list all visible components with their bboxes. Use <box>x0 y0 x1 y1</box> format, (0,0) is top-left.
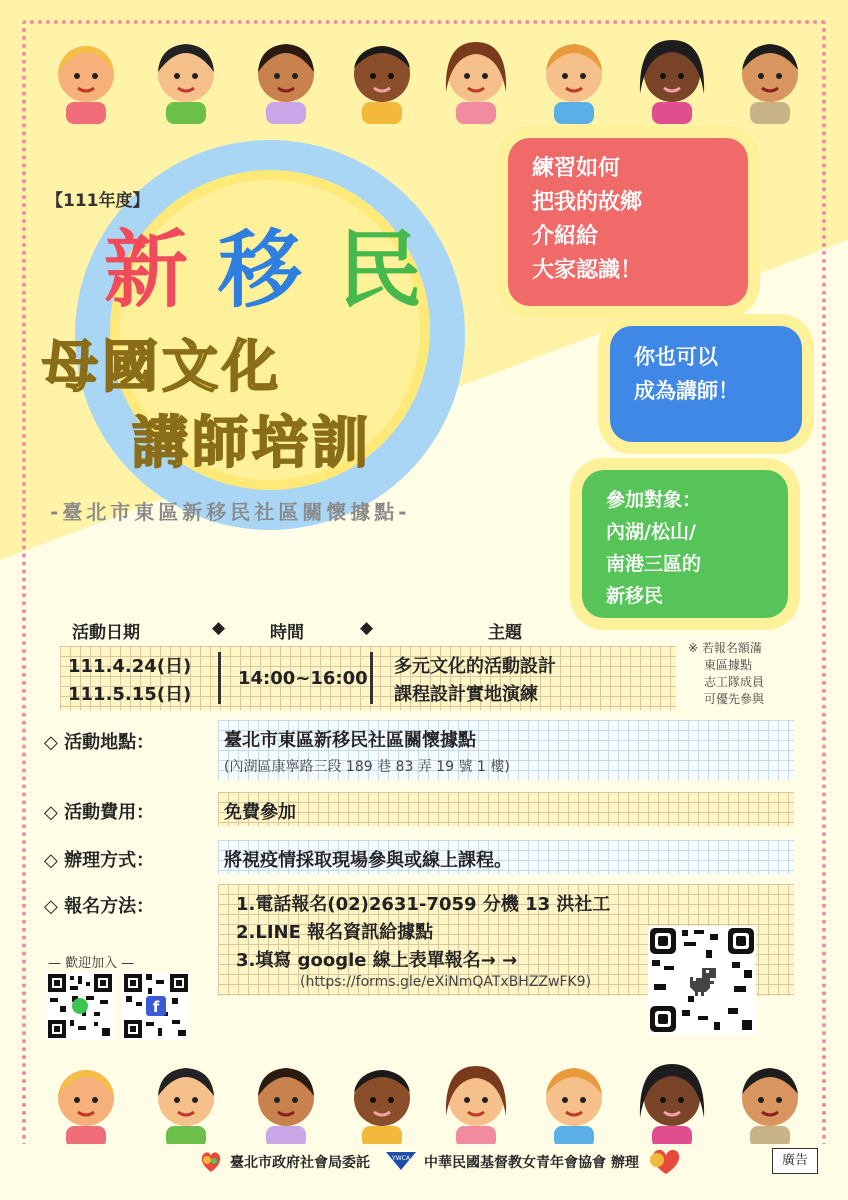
method-label: ◇ 辦理方式： <box>44 850 155 871</box>
location-label: ◇ 活動地點： <box>44 732 155 753</box>
note-line: 東區據點 <box>704 658 753 672</box>
title-char-2: 移 <box>218 221 303 319</box>
fee-label: ◇ 活動費用： <box>44 802 155 823</box>
priority-note <box>688 640 764 708</box>
schedule-table <box>60 646 676 710</box>
title-char-1: 新 <box>104 221 189 319</box>
face-icon <box>636 1056 708 1148</box>
face-icon <box>636 32 708 124</box>
schedule-topic: 多元文化的活動設計 <box>394 656 556 677</box>
speech-bubble-red <box>508 138 748 306</box>
face-icon <box>50 1056 122 1148</box>
location-address: (內湖區康寧路三段 189 巷 83 弄 19 號 1 樓) <box>224 759 510 775</box>
face-icon <box>50 32 122 124</box>
schedule-header-sep: ◆ <box>212 618 226 638</box>
commission-text: 臺北市政府社會局委託 <box>230 1155 370 1171</box>
schedule-topic: 課程設計實地演練 <box>394 684 538 705</box>
heart-logo-icon <box>198 1148 224 1174</box>
bubble-text: 成為講師！ <box>634 379 739 403</box>
google-form-qr-code[interactable] <box>648 926 756 1034</box>
subtitle-line-2: 講師培訓 <box>132 411 372 476</box>
face-icon <box>250 32 322 124</box>
note-line: 志工隊成員 <box>704 675 765 689</box>
bubble-text: 把我的故鄉 <box>532 190 643 215</box>
face-icon <box>734 1056 806 1148</box>
bubble-text: 大家認識！ <box>532 258 643 283</box>
signup-form: 3.填寫 google 線上表單報名→ → <box>236 950 518 971</box>
organization-line: -臺北市東區新移民社區關懷據點- <box>50 500 411 524</box>
schedule-time: 14:00~16:00 <box>238 668 368 689</box>
face-icon <box>346 32 418 124</box>
note-line: 可優先參與 <box>704 692 765 706</box>
face-icon <box>150 32 222 124</box>
line-icon <box>72 998 88 1014</box>
bubble-text: 你也可以 <box>634 345 718 369</box>
join-label: — 歡迎加入 — <box>48 956 135 971</box>
face-icon <box>346 1056 418 1148</box>
speech-bubble-blue <box>610 326 802 442</box>
note-line: ※ 若報名額滿 <box>688 641 762 655</box>
svg-text:YWCA: YWCA <box>392 1155 410 1162</box>
face-icon <box>150 1056 222 1148</box>
face-icon <box>250 1056 322 1148</box>
face-icon <box>440 1056 512 1148</box>
ywca-logo-icon <box>384 1150 418 1172</box>
bubble-text: 內湖/松山/ <box>606 521 696 543</box>
schedule-header-topic: 主題 <box>488 623 522 643</box>
location-box <box>218 720 794 780</box>
subtitle-line-1: 母國文化 <box>42 335 282 400</box>
signup-phone: 1.電話報名(02)2631-7059 分機 13 洪社工 <box>236 894 611 915</box>
face-icon <box>538 32 610 124</box>
schedule-date: 111.4.24(日) <box>68 656 192 677</box>
face-icon <box>440 32 512 124</box>
speech-bubble-green <box>582 470 788 618</box>
signup-url[interactable]: (https://forms.gle/eXiNmQATxBHZZwFK9) <box>300 974 592 990</box>
facebook-qr-code[interactable] <box>122 972 190 1040</box>
fee-box <box>218 792 794 826</box>
heart-logo-icon <box>644 1146 688 1176</box>
schedule-header-date: 活動日期 <box>72 623 140 643</box>
location-value: 臺北市東區新移民社區關懷據點 <box>224 730 476 751</box>
divider <box>370 652 373 704</box>
bubble-text: 練習如何 <box>532 156 621 181</box>
schedule-header-time: 時間 <box>270 623 304 643</box>
signup-label: ◇ 報名方法： <box>44 896 155 917</box>
fee-value: 免費參加 <box>224 802 296 823</box>
bubble-text: 介紹給 <box>532 224 599 249</box>
divider <box>218 652 221 704</box>
year-label: 【111年度】 <box>46 191 150 211</box>
schedule-header-sep: ◆ <box>360 618 374 638</box>
facebook-icon: f <box>146 996 166 1016</box>
bubble-text: 新移民 <box>606 585 664 607</box>
method-value: 將視疫情採取現場參與或線上課程。 <box>224 850 512 871</box>
bubble-text: 南港三區的 <box>606 553 702 575</box>
face-icon <box>538 1056 610 1148</box>
organizer-text: 中華民國基督教女青年會協會 辦理 <box>424 1155 639 1171</box>
title-char-3: 民 <box>338 221 423 319</box>
schedule-date: 111.5.15(日) <box>68 684 192 705</box>
advertisement-badge: 廣告 <box>772 1148 818 1174</box>
dinosaur-icon <box>686 966 718 996</box>
line-qr-code[interactable] <box>46 972 114 1040</box>
face-icon <box>734 32 806 124</box>
signup-line: 2.LINE 報名資訊給據點 <box>236 922 434 943</box>
method-box <box>218 840 794 874</box>
bubble-text: 參加對象： <box>606 489 702 511</box>
